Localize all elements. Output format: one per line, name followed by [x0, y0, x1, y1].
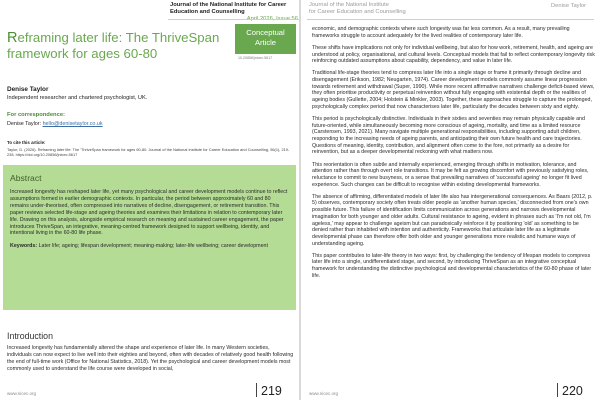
- title-rest: eframing later life: The ThriveSpan framework for ages 60-80: [7, 30, 220, 61]
- page-number: 219: [261, 384, 282, 398]
- running-author: Denise Taylor: [551, 3, 587, 9]
- keywords-list: Later life; ageing; lifespan development; meaning-making; later-life wellbeing; career development: [38, 243, 268, 250]
- keywords-label: Keywords:: [10, 243, 38, 250]
- badge-line-2: Article: [254, 38, 277, 47]
- keywords: [10, 243, 289, 250]
- abstract-heading: Abstract: [10, 173, 42, 183]
- body-text: [312, 26, 596, 285]
- paragraph: The absence of affirming, differentiated models of later life also has intergenerational consequences. As Baars (2012, p. 5) observes, contemporary society often treats older people as 'another human species,' disconnected from one's own possible future. This failure of identification limits communication across generations and narrows developmental imagination for both younger and older adults. Cultural resistance to ageing, evident in phrases such as 'I'm not old, I'm ageless,' may appear to challenge ageism but can paradoxically reinforce it by positioning 'old' as something to be denied rather than inhabited with intention and authenticity. Frameworks that articulate later life as a legitimate developmental phase can therefore offer both older and younger generations more realistic and humane ways of understanding ageing.: [312, 193, 593, 247]
- email-link[interactable]: hello@denisetaylor.co.uk: [42, 121, 103, 127]
- doi-label: 10.20856/jnicec.5617: [238, 56, 273, 60]
- correspondence-prefix: Denise Taylor:: [7, 121, 43, 127]
- correspondence-heading: For correspondence:: [7, 112, 65, 118]
- page-number-divider: [256, 383, 257, 397]
- paragraph: Traditional life-stage theories tend to compress later life into a single stage or frame it primarily through decline and disengagement (Erikson, 1982; Neugarten, 1974). Career development models commonly assume linear progression towards retirement and withdrawal (Super, 1990). While more recent affirmative narratives challenge deficit-based views, they often prioritise productivity or perpetual reinvention without fully engaging with existential depth or the realities of ageing bodies (Gullette, 2004; Holstein & Minkler, 2003). Together, these approaches struggle to capture the prolonged, psychologically complex period that now characterises later life, particularly the decades between sixty and eighty.: [312, 70, 595, 110]
- citation-text: Taylor, D. (2026). Reframing later life: The 'ThriveSpan framework for ages 60-80. Journal of the National Institute for Career Education and Counselling, 56(1), 219-238. https://doi.org/10.20856/jnicec.5617: [7, 147, 290, 158]
- badge-line-1: Conceptual: [246, 28, 285, 37]
- article-title: [7, 30, 231, 61]
- right-page: [301, 0, 600, 400]
- author-affiliation: Independent researcher and chartered psychologist, UK.: [7, 95, 148, 101]
- left-page: [0, 0, 299, 400]
- paragraph: These shifts have implications not only for individual wellbeing, but also for how work, retirement, health, and ageing are understood at policy, organisational, and cultural levels. Conceptual models that fail to reflect contemporary longevity risk reinforcing outdated assumptions about capability, dependency, and value in later life.: [312, 44, 595, 65]
- page-number-divider-right: [557, 383, 558, 397]
- abstract-box: [3, 165, 296, 310]
- header-rule-right: [307, 19, 594, 20]
- citation-heading: To cite this article:: [7, 140, 46, 145]
- introduction-text: Increased longevity has fundamentally altered the shape and experience of later life. In many Western societies, individuals can now expect to live well into their eighties and beyond, often with decades of relatively good health following the end of full-time work (Office for National Statistics, 2018). Yet the psychological and career development models most commonly used to understand the life course were developed in social,: [7, 345, 294, 372]
- paragraph: economic, and demographic contexts where such longevity was far less common. As a result, many prevailing frameworks struggle to account adequately for the lived realities of contemporary later life.: [312, 26, 570, 39]
- footer-url-right[interactable]: www.nicec.org: [309, 391, 339, 396]
- abstract-text: Increased longevity has reshaped later life, yet many psychological and career development models continue to reflect assumptions formed in earlier demographic contexts. In particular, the period between approximately 60 and 80 remains under-theorised, often compressed into narratives of decline, disengagement, or retirement transition. This paper reviews selected life-stage and ageing theories and examines their limitations in relation to contemporary later life. Drawing on this analysis, alongside empirical research on meaning and sustained career engagement, the paper introduces ThriveSpan, an integrative, meaning-centred framework designed to support wellbeing, identity, and intentional living in the 60-80 life phase.: [10, 189, 288, 237]
- title-drop-cap: R: [7, 30, 18, 46]
- journal-name-right: Journal of the National Institute: [309, 2, 389, 8]
- journal-name-right-2: for Career Education and Counselling: [309, 9, 406, 15]
- footer-url[interactable]: www.nicec.org: [7, 391, 37, 396]
- author-name: Denise Taylor: [7, 86, 49, 93]
- journal-name: Journal of the National Institute for Career Education and Counselling: [170, 2, 287, 15]
- introduction-heading: Introduction: [7, 331, 53, 341]
- paragraph: This period is psychologically distinctive. Individuals in their sixties and seventies may remain physically capable and future-oriented, while simultaneously becoming more conscious of ageing, mortality, and time as a limited resource (Carstensen, 1993, 2021). Many navigate multiple generational responsibilities, including supporting adult children, responding to the increasing needs of ageing parents, and anticipating their own future health and care trajectories. Questions of meaning, identity, contribution, and alignment often come to the fore, not primarily as a desire for reinvention, but as a deeper developmental reckoning with what matters now.: [312, 115, 585, 156]
- journal-header-right: [309, 2, 449, 16]
- correspondence-line: [7, 121, 103, 127]
- header-rule: [168, 19, 299, 20]
- paragraph: This paper contributes to later-life theory in two ways: first, by challenging the tendency of lifespan models to compress later life into a single, undifferentiated stage, and second, by introducing ThriveSpan as an integrative conceptual framework for understanding the distinctive psychological and developmental characteristics of the 60-80 phase of later life.: [312, 252, 592, 279]
- page-number-right: 220: [562, 384, 583, 398]
- article-type-badge: [235, 24, 296, 54]
- paragraph: This reorientation is often subtle and internally experienced, emerging through shifts in motivation, tolerance, and attention rather than through overt role transitions. It may be felt as growing discomfort with previously satisfying roles, reluctance to commit to new busyness, or a sense that prevailing narratives of 'successful ageing' no longer fit lived experience. Such changes can be difficult to recognise within existing developmental frameworks.: [312, 161, 589, 188]
